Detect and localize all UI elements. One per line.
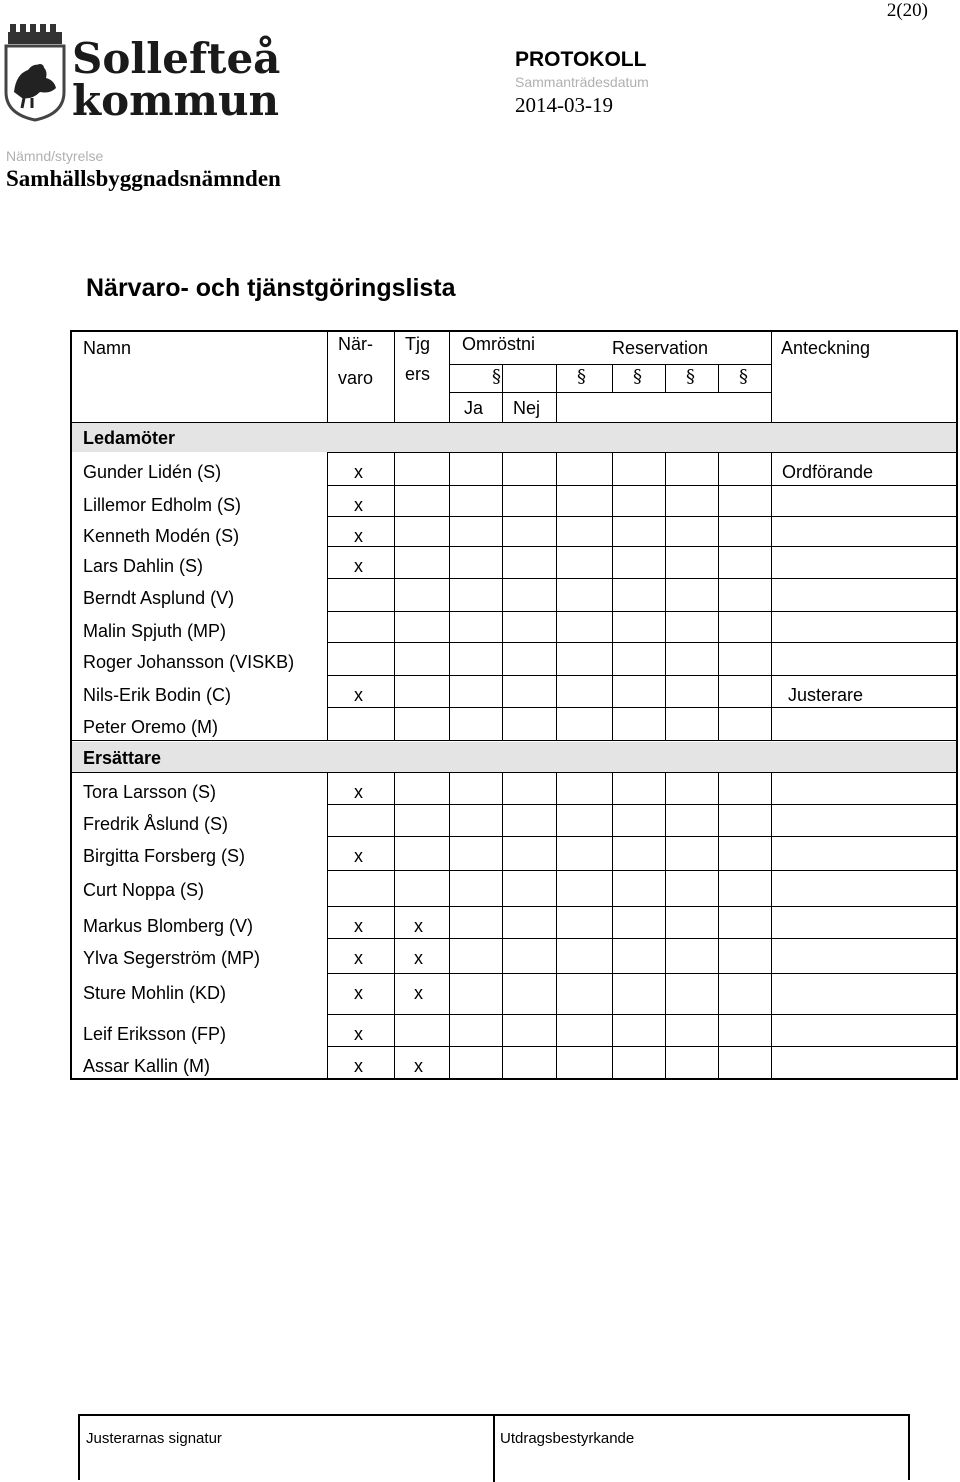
table-rule	[449, 332, 450, 422]
narvaro-mark: x	[354, 1056, 363, 1076]
table-rule	[665, 452, 666, 740]
table-rule	[771, 452, 772, 740]
table-rule	[327, 642, 956, 643]
member-note: Justerare	[788, 685, 864, 705]
table-rule	[327, 1014, 956, 1015]
signature-divider	[493, 1416, 495, 1482]
header-tjg-1: Tjg	[405, 334, 431, 354]
narvaro-mark: x	[354, 685, 363, 705]
page-number: 2(20)	[886, 0, 928, 21]
table-rule	[327, 452, 956, 453]
narvaro-mark: x	[354, 526, 363, 546]
narvaro-mark: x	[354, 1024, 363, 1044]
narvaro-mark: x	[354, 846, 363, 866]
table-rule	[327, 772, 328, 1078]
member-name: Gunder Lidén (S)	[83, 462, 222, 482]
narvaro-mark: x	[354, 782, 363, 802]
table-rule	[394, 772, 395, 1078]
table-rule	[449, 392, 771, 393]
member-note: Ordförande	[782, 462, 874, 482]
member-name: Assar Kallin (M)	[83, 1056, 211, 1076]
tjg-mark: x	[414, 1056, 423, 1076]
header-omrostning: Omröstni	[462, 334, 536, 354]
member-name: Lillemor Edholm (S)	[83, 495, 242, 515]
signature-label-utdrag: Utdragsbestyrkande	[500, 1430, 635, 1447]
signature-label-justerare: Justerarnas signatur	[86, 1430, 222, 1447]
table-rule	[327, 578, 956, 579]
table-rule	[327, 332, 328, 422]
member-name: Sture Mohlin (KD)	[83, 983, 227, 1003]
member-name: Fredrik Åslund (S)	[83, 814, 229, 834]
member-name: Tora Larsson (S)	[83, 782, 217, 802]
municipality-name-line1: Sollefteå	[72, 34, 281, 83]
table-rule	[394, 332, 395, 422]
member-name: Kenneth Modén (S)	[83, 526, 240, 546]
tjg-mark: x	[414, 948, 423, 968]
table-rule	[327, 938, 956, 939]
narvaro-mark: x	[354, 495, 363, 515]
table-rule	[771, 772, 772, 1078]
table-rule	[327, 870, 956, 871]
table-rule	[394, 452, 395, 740]
table-rule	[327, 611, 956, 612]
header-anteckning: Anteckning	[781, 338, 871, 358]
header-ja: Ja	[464, 398, 484, 418]
table-rule	[327, 452, 328, 740]
signature-box	[78, 1414, 910, 1480]
narvaro-mark: x	[354, 916, 363, 936]
table-rule	[612, 364, 613, 392]
table-rule	[718, 772, 719, 1078]
table-rule	[718, 364, 719, 392]
header-reservation: Reservation	[612, 338, 709, 358]
table-rule	[72, 772, 956, 773]
table-rule	[612, 772, 613, 1078]
table-rule	[665, 772, 666, 1078]
member-name: Malin Spjuth (MP)	[83, 621, 227, 641]
table-rule	[502, 364, 503, 422]
table-rule	[449, 772, 450, 1078]
tjg-mark: x	[414, 983, 423, 1003]
table-rule	[327, 804, 956, 805]
section-band	[72, 422, 956, 452]
paragraph-symbol: §	[686, 366, 695, 387]
header-narvaro-1: När-	[338, 334, 373, 354]
table-rule	[327, 906, 956, 907]
table-rule	[556, 364, 557, 422]
municipality-name-line2: kommun	[72, 76, 280, 125]
table-rule	[327, 1046, 956, 1047]
table-rule	[449, 364, 771, 365]
table-rule	[72, 422, 956, 423]
member-name: Peter Oremo (M)	[83, 717, 219, 737]
member-name: Berndt Asplund (V)	[83, 588, 235, 608]
table-rule	[327, 516, 956, 517]
section-label-ledamoter: Ledamöter	[83, 428, 176, 448]
narvaro-mark: x	[354, 462, 363, 482]
header-name: Namn	[83, 338, 132, 358]
table-rule	[327, 675, 956, 676]
table-rule	[556, 772, 557, 1078]
municipality-crest-icon	[4, 22, 66, 122]
table-rule	[327, 707, 956, 708]
member-name: Birgitta Forsberg (S)	[83, 846, 246, 866]
header-nej: Nej	[513, 398, 541, 418]
paragraph-symbol: §	[633, 366, 642, 387]
narvaro-mark: x	[354, 983, 363, 1003]
attendance-table	[70, 330, 958, 1080]
member-name: Curt Noppa (S)	[83, 880, 205, 900]
tjg-mark: x	[414, 916, 423, 936]
header-narvaro-2: varo	[338, 368, 374, 388]
meeting-date: 2014-03-19	[515, 93, 613, 117]
narvaro-mark: x	[354, 948, 363, 968]
member-name: Markus Blomberg (V)	[83, 916, 254, 936]
table-rule	[556, 452, 557, 740]
paragraph-symbol: §	[577, 366, 586, 387]
table-rule	[612, 452, 613, 740]
table-rule	[327, 836, 956, 837]
municipality-name	[72, 34, 281, 125]
member-name: Leif Eriksson (FP)	[83, 1024, 227, 1044]
table-rule	[327, 485, 956, 486]
table-rule	[771, 332, 772, 422]
body-name: Samhällsbyggnadsnämnden	[6, 166, 281, 191]
paragraph-symbol: §	[492, 366, 501, 387]
member-name: Ylva Segerström (MP)	[83, 948, 261, 968]
member-name: Nils-Erik Bodin (C)	[83, 685, 232, 705]
table-rule	[718, 452, 719, 740]
body-label: Nämnd/styrelse	[6, 148, 104, 164]
document-type: PROTOKOLL	[515, 48, 647, 71]
member-name: Roger Johansson (VISKB)	[83, 652, 295, 672]
header-tjg-2: ers	[405, 364, 431, 384]
section-band	[72, 742, 956, 772]
table-rule	[502, 452, 503, 740]
meeting-date-label: Sammanträdesdatum	[515, 74, 649, 90]
table-rule	[327, 973, 956, 974]
table-rule	[665, 364, 666, 392]
table-rule	[502, 772, 503, 1078]
member-name: Lars Dahlin (S)	[83, 556, 204, 576]
table-rule	[327, 546, 956, 547]
table-rule	[72, 740, 956, 741]
table-rule	[449, 452, 450, 740]
page-title: Närvaro- och tjänstgöringslista	[86, 274, 456, 302]
paragraph-symbol: §	[739, 366, 748, 387]
narvaro-mark: x	[354, 556, 363, 576]
section-label-ersattare: Ersättare	[83, 748, 162, 768]
